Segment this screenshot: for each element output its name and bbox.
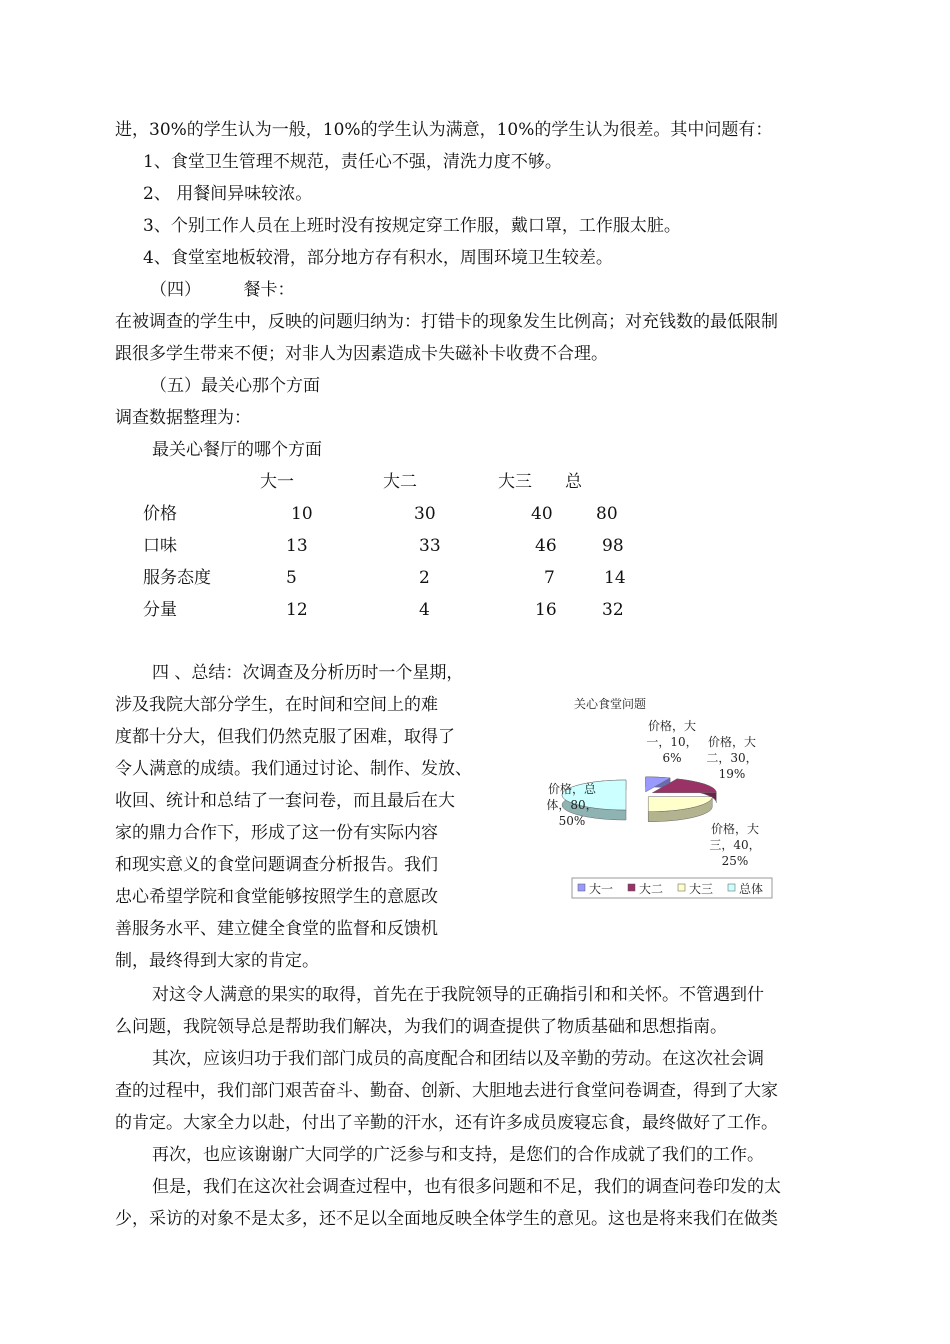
summary-line: 和现实意义的食堂问题调查分析报告。我们 <box>115 855 438 875</box>
list-item: 4、食堂室地板较滑，部分地方存有积水，周围环境卫生较差。 <box>143 248 613 268</box>
summary-line: 善服务水平、建立健全食堂的监督和反馈机 <box>115 919 438 939</box>
table-header: 大三 <box>498 472 532 492</box>
table-title: 最关心餐厅的哪个方面 <box>152 440 322 460</box>
table-cell: 30 <box>414 504 436 524</box>
table-cell: 98 <box>602 536 624 556</box>
text-line: 调查数据整理为： <box>115 408 251 428</box>
table-cell: 5 <box>286 568 297 588</box>
chart-title: 关心食堂问题 <box>574 697 647 711</box>
table-cell: 2 <box>419 568 430 588</box>
table-row-label: 价格 <box>143 504 177 524</box>
summary-line: 令人满意的成绩。我们通过讨论、制作、发放、 <box>115 759 472 779</box>
table-cell: 46 <box>535 536 557 556</box>
table-header: 总 <box>565 472 582 492</box>
pie-chart <box>532 688 777 900</box>
table-cell: 32 <box>602 600 624 620</box>
section-heading-5: （五）最关心那个方面 <box>150 376 320 396</box>
text-line: 进，30%的学生认为一般，10%的学生认为满意，10%的学生认为很差。其中问题有： <box>115 120 773 140</box>
table-cell: 14 <box>604 568 626 588</box>
legend-label-大二: 大二 <box>639 882 664 896</box>
legend-swatch-总体 <box>728 884 735 891</box>
table-header: 大二 <box>383 472 417 492</box>
text-line: 再次，也应该谢谢广大同学的广泛参与和支持，是您们的合作成就了我们的工作。 <box>152 1145 764 1165</box>
table-cell: 7 <box>544 568 555 588</box>
list-item: 1、食堂卫生管理不规范，责任心不强，清洗力度不够。 <box>143 152 562 172</box>
table-cell: 12 <box>286 600 308 620</box>
table-cell: 40 <box>531 504 553 524</box>
list-item: 2、 用餐间异味较浓。 <box>143 184 313 204</box>
text-line: 的肯定。大家全力以赴，付出了辛勤的汗水，还有许多成员废寝忘食，最终做好了工作。 <box>115 1113 778 1133</box>
summary-line: 收回、统计和总结了一套问卷，而且最后在大 <box>115 791 455 811</box>
table-row-label: 口味 <box>143 536 177 556</box>
slice-label-总体: 价格，总体，80， 50% <box>546 782 598 828</box>
table-cell: 33 <box>419 536 441 556</box>
text-line: 但是，我们在这次社会调查过程中，也有很多问题和不足，我们的调查问卷印发的太 <box>152 1177 781 1197</box>
legend-label-总体: 总体 <box>739 882 764 896</box>
text-line: 对这令人满意的果实的取得，首先在于我院领导的正确指引和和关怀。不管遇到什 <box>152 985 764 1005</box>
legend-swatch-大一 <box>578 884 585 891</box>
text-line: 跟很多学生带来不便；对非人为因素造成卡失磁补卡收费不合理。 <box>115 344 608 364</box>
table-row-label: 服务态度 <box>143 568 211 588</box>
legend-label-大三: 大三 <box>689 882 714 896</box>
summary-line: 四 、总结：次调查及分析历时一个星期， <box>152 663 464 683</box>
table-cell: 4 <box>419 600 430 620</box>
slice-label-大一: 价格，大一，10， 6% <box>646 719 698 765</box>
legend-swatch-大二 <box>628 884 635 891</box>
table-cell: 80 <box>596 504 618 524</box>
legend-label-大一: 大一 <box>589 882 614 896</box>
table-cell: 10 <box>291 504 313 524</box>
legend-swatch-大三 <box>678 884 685 891</box>
table-row-label: 分量 <box>143 600 177 620</box>
text-line: 查的过程中，我们部门艰苦奋斗、勤奋、创新、大胆地去进行食堂问卷调查，得到了大家 <box>115 1081 778 1101</box>
summary-line: 制，最终得到大家的肯定。 <box>115 951 319 971</box>
table-cell: 16 <box>535 600 557 620</box>
summary-line: 涉及我院大部分学生，在时间和空间上的难 <box>115 695 438 715</box>
slice-label-大三: 价格，大三，40， 25% <box>709 822 761 868</box>
text-line: 在被调查的学生中，反映的问题归纳为：打错卡的现象发生比例高；对充钱数的最低限制 <box>115 312 778 332</box>
section-heading-4: （四） 餐卡： <box>150 280 295 300</box>
summary-line: 忠心希望学院和食堂能够按照学生的意愿改 <box>115 887 438 907</box>
summary-line: 度都十分大，但我们仍然克服了困难，取得了 <box>115 727 455 747</box>
summary-line: 家的鼎力合作下，形成了这一份有实际内容 <box>115 823 438 843</box>
slice-label-大二: 价格，大二，30， 19% <box>706 735 758 781</box>
text-line: 少，采访的对象不是太多，还不足以全面地反映全体学生的意见。这也是将来我们在做类 <box>115 1209 778 1229</box>
text-line: 其次，应该归功于我们部门成员的高度配合和团结以及辛勤的劳动。在这次社会调 <box>152 1049 764 1069</box>
list-item: 3、个别工作人员在上班时没有按规定穿工作服，戴口罩，工作服太脏。 <box>143 216 681 236</box>
text-line: 么问题，我院领导总是帮助我们解决，为我们的调查提供了物质基础和思想指南。 <box>115 1017 727 1037</box>
table-cell: 13 <box>286 536 308 556</box>
pie-chart-svg <box>532 688 777 900</box>
table-header: 大一 <box>260 472 294 492</box>
